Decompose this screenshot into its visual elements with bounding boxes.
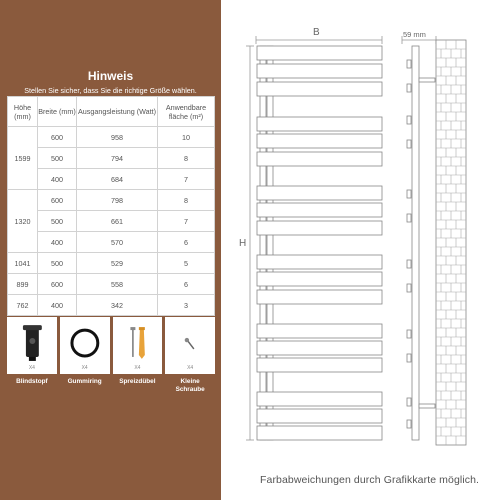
cell-width: 400 <box>38 232 77 253</box>
accessory-label: Blindstopf <box>16 378 48 385</box>
cell-width: 500 <box>38 148 77 169</box>
accessory-qty: X4 <box>28 365 35 371</box>
cell-watt: 958 <box>77 127 158 148</box>
header-watt: Ausgangsleistung (Watt) <box>77 97 158 127</box>
cell-watt: 570 <box>77 232 158 253</box>
cell-height: 1041 <box>8 253 38 274</box>
cell-area: 5 <box>158 253 215 274</box>
cell-height: 1320 <box>8 190 38 253</box>
brick-wall <box>436 40 466 445</box>
cell-watt: 558 <box>77 274 158 295</box>
radiator-side-view <box>407 46 435 440</box>
cell-area: 6 <box>158 274 215 295</box>
cell-watt: 684 <box>77 169 158 190</box>
accessory-qty: X4 <box>81 365 88 371</box>
accessory-qty: X4 <box>187 365 194 371</box>
cell-watt: 661 <box>77 211 158 232</box>
accessory-label: Spreizdübel <box>119 378 156 385</box>
info-title: Hinweis <box>87 69 134 83</box>
accessory-qty: X4 <box>134 365 141 371</box>
accessory-label: Gummiring <box>67 378 102 385</box>
height-label: H <box>239 238 247 249</box>
header-height: Höhe (mm) <box>8 97 38 127</box>
cell-width: 500 <box>38 253 77 274</box>
info-subtitle: Stellen Sie sicher, dass Sie die richtige Größe wählen. <box>24 86 197 95</box>
cell-width: 600 <box>38 274 77 295</box>
cell-height: 762 <box>8 295 38 316</box>
cell-area: 6 <box>158 232 215 253</box>
cell-area: 7 <box>158 211 215 232</box>
cell-watt: 798 <box>77 190 158 211</box>
cell-watt: 794 <box>77 148 158 169</box>
cell-area: 7 <box>158 169 215 190</box>
cell-watt: 342 <box>77 295 158 316</box>
cell-width: 600 <box>38 190 77 211</box>
cell-area: 8 <box>158 148 215 169</box>
cell-height: 1599 <box>8 127 38 190</box>
cell-width: 400 <box>38 169 77 190</box>
cell-area: 10 <box>158 127 215 148</box>
header-width: Breite (mm) <box>38 97 77 127</box>
cell-width: 500 <box>38 211 77 232</box>
radiator-front-view <box>257 46 382 440</box>
cell-area: 8 <box>158 190 215 211</box>
color-disclaimer: Farbabweichungen durch Grafikkarte möglich. <box>260 474 480 486</box>
cell-height: 899 <box>8 274 38 295</box>
cell-watt: 529 <box>77 253 158 274</box>
depth-label: 59 mm <box>403 30 426 39</box>
height-dimension <box>246 46 254 440</box>
accessory-label: Kleine Schraube <box>175 378 205 393</box>
header-area: Anwendbare fläche (m²) <box>158 97 215 127</box>
cell-width: 400 <box>38 295 77 316</box>
cell-area: 3 <box>158 295 215 316</box>
cell-width: 600 <box>38 127 77 148</box>
width-label: B <box>313 27 320 38</box>
